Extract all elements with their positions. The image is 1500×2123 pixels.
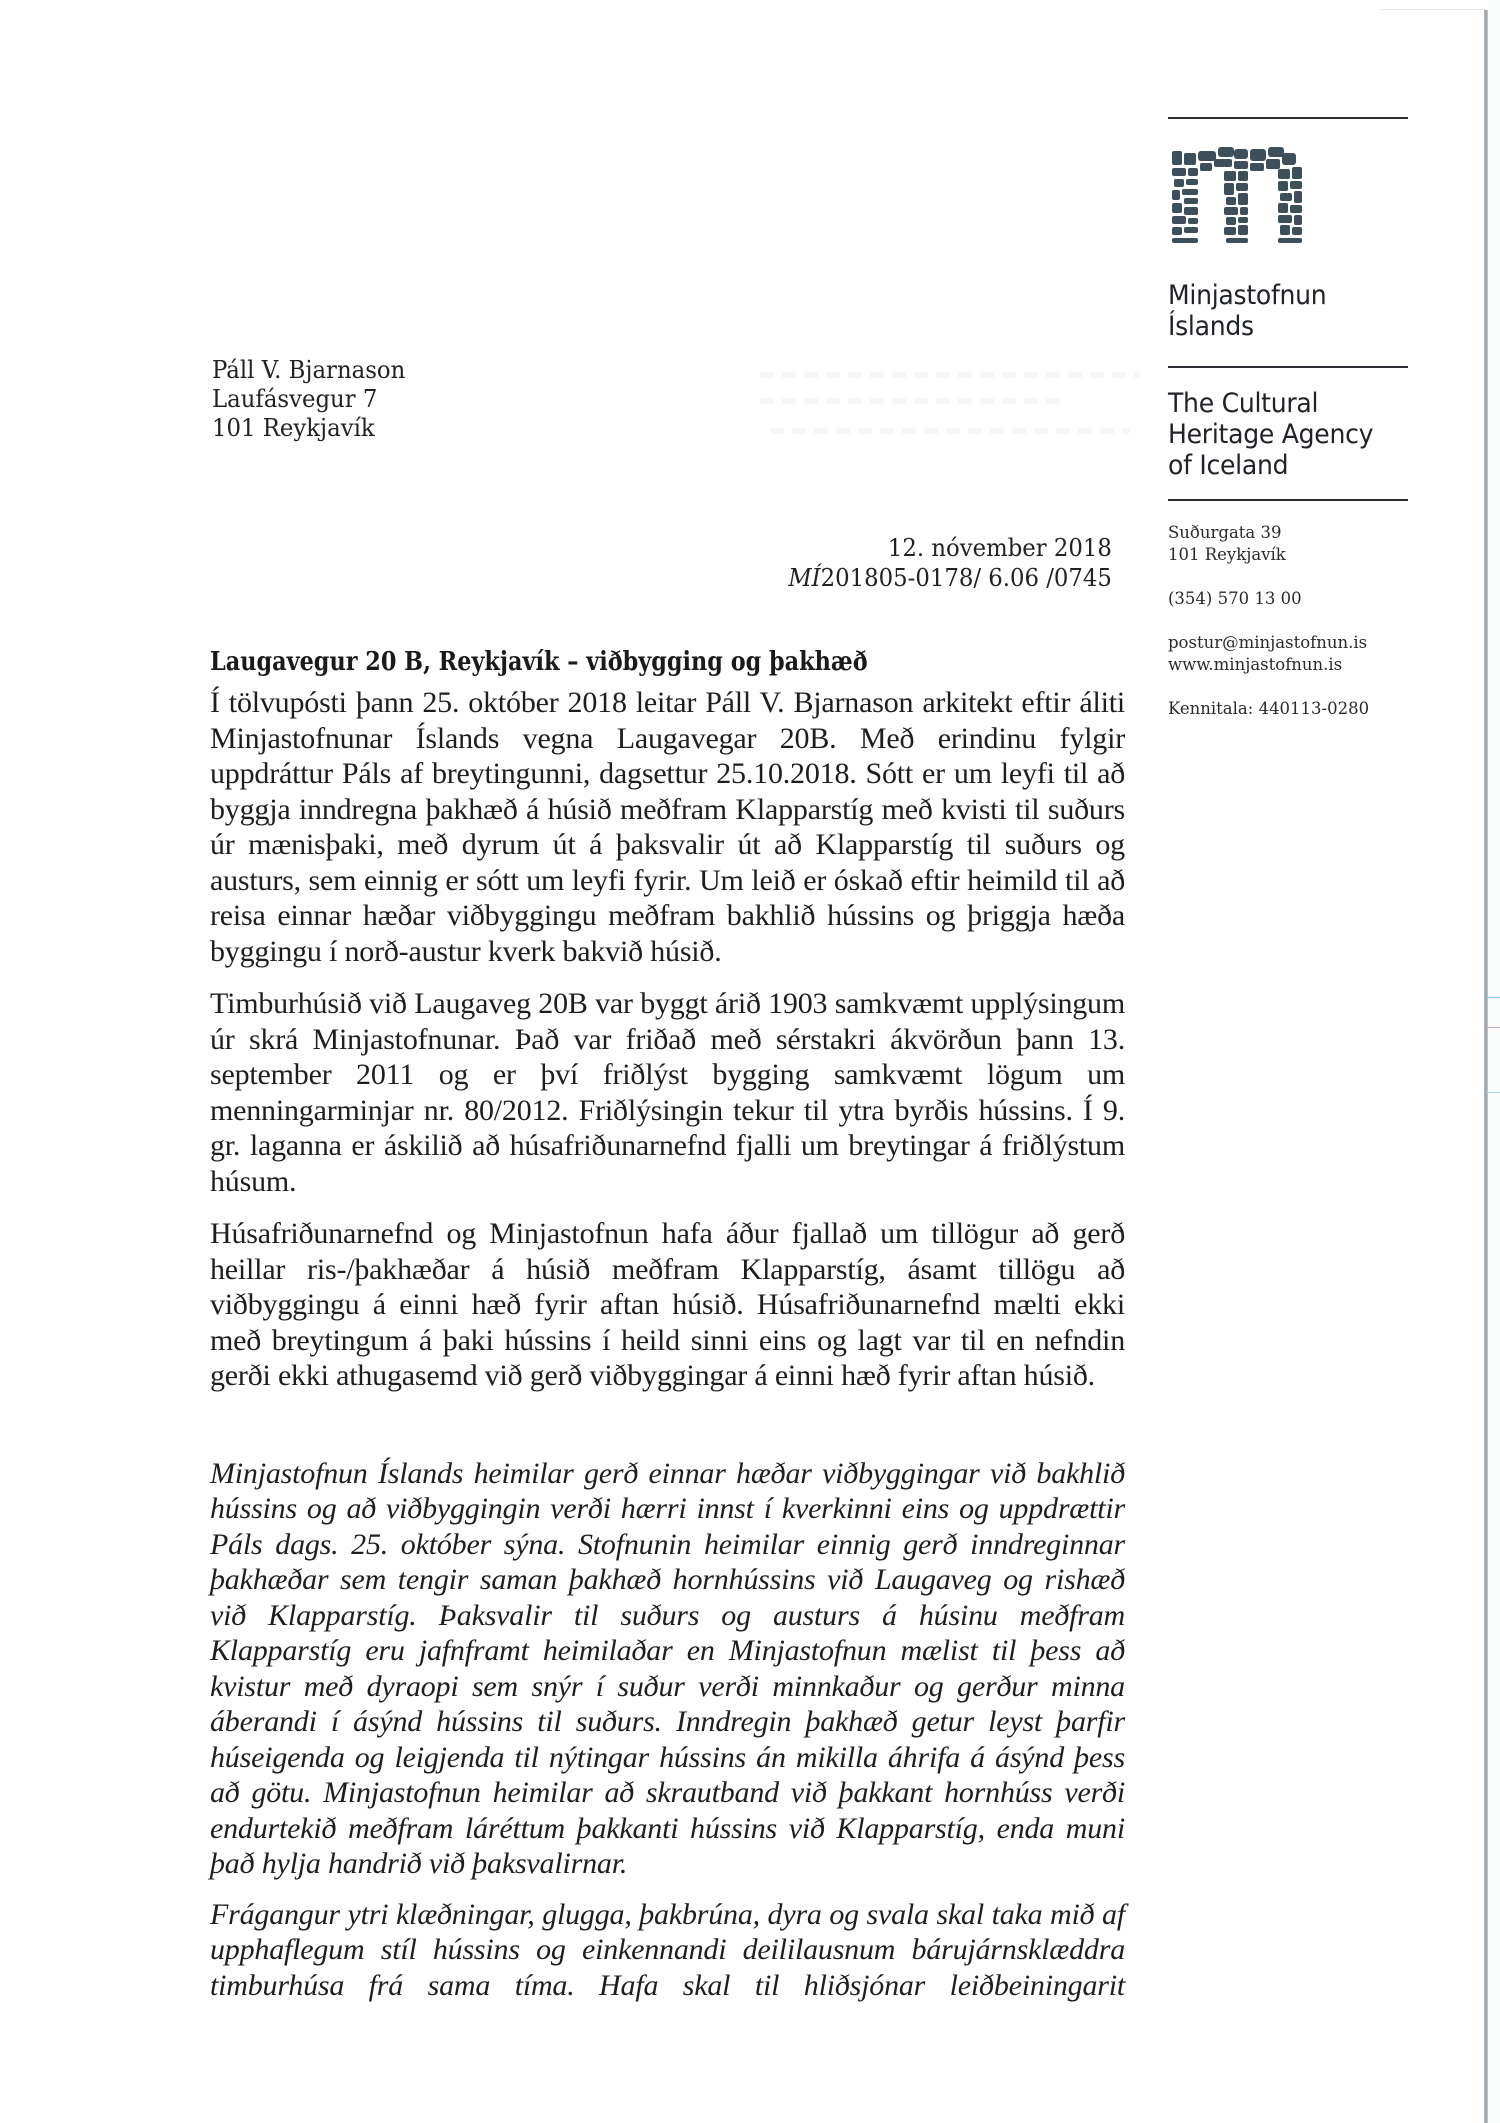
scan-edge-line bbox=[1484, 10, 1488, 2123]
letterhead-rule-bottom bbox=[1168, 499, 1408, 501]
agency-contact-block bbox=[1168, 522, 1369, 720]
reference-number bbox=[788, 563, 1112, 593]
body-paragraph: Timburhúsið við Laugaveg 20B var byggt árið 1903 samkvæmt upplýsingum úr skrá Minjastofnunar. Það var friðað með sérstakri ákvörðun þann 13. september 2011 og er því friðlýst bygging samkvæmt lögum um menningarminjar nr. 80/2012. Friðlýsingin tekur til ytra byrðis hússins. Í 9. gr. laganna er áskilið að húsafriðunarnefnd fjalli um breytingar á friðlýstum húsum. bbox=[210, 987, 1125, 1198]
scan-top-edge bbox=[1380, 9, 1486, 10]
agency-email-link[interactable]: postur@minjastofnun.is bbox=[1168, 633, 1368, 652]
agency-name-line: Minjastofnun bbox=[1168, 280, 1327, 311]
body-paragraph: Í tölvupósti þann 25. október 2018 leitar Páll V. Bjarnason arkitekt eftir áliti Minjastofnunar Íslands vegna Laugavegar 20B. Með erindinu fylgir uppdráttur Páls af breytingunni, dagsettur 25.10.2018. Sótt er um leyfi til að byggja inndregna þakhæð á húsið meðfram Klapparstíg með kvisti til suðurs úr mænisþaki, með dyrum út á þaksvalir út að Klapparstíg til suðurs og austurs, sem einnig er sótt um leyfi fyrir. Um leið er óskað eftir heimild til að reisa einnar hæðar viðbyggingu meðfram bakhlið hússins og þriggja hæða byggingu í norð-austur kverk bakvið húsið. bbox=[210, 686, 1125, 968]
letterhead-rule-top bbox=[1168, 117, 1408, 119]
decision-paragraph: Frágangur ytri klæðningar, glugga, þakbrúna, dyra og svala skal taka mið af upphaflegum stíl hússins og einkennandi deililausnum bárujárnsklæddra timburhúsa frá sama tíma. Hafa skal til hliðsjónar leiðbeiningarit bbox=[210, 1897, 1125, 2002]
agency-street: Suðurgata 39 bbox=[1168, 523, 1282, 542]
reference-rest: 201805-0178/ 6.06 /0745 bbox=[820, 563, 1112, 592]
letter-subject: Laugavegur 20 B, Reykjavík – viðbygging og þakhæð bbox=[210, 647, 868, 677]
decision-paragraph: Minjastofnun Íslands heimilar gerð einnar hæðar viðbyggingar við bakhlið hússins og að viðbyggingin verði hærri innst í kverkinni eins og uppdrættir Páls dags. 25. október sýna. Stofnunin heimilar einnig gerð inndreginnar þakhæðar sem tengir saman þakhæð hornhússins við Laugaveg og rishæð við Klapparstíg. Þaksvalir til suðurs og austurs á húsinu meðfram Klapparstíg eru jafnframt heimilaðar en Minjastofnun mælist til þess að kvistur með dyraopi sem snýr í suður verði minnkaður og gerður minna áberandi í ásýnd hússins til suðurs. Inndregin þakhæð getur leyst þarfir húseigenda og leigjenda til nýtingar hússins án mikilla áhrifa á ásýnd þess að götu. Minjastofnun heimilar að skrautband við þakkant hornhúss verði endurtekið meðfram láréttum þakkanti hússins við Klapparstíg, enda muni það hylja handrið við þaksvalirnar. bbox=[210, 1456, 1125, 1880]
agency-id-number: Kennitala: 440113-0280 bbox=[1168, 699, 1370, 718]
letter-body bbox=[210, 645, 1125, 2018]
agency-name-line: of Iceland bbox=[1168, 450, 1289, 481]
scan-tick bbox=[1486, 1092, 1500, 1093]
reference-prefix: MÍ bbox=[788, 563, 821, 592]
recipient-address bbox=[212, 355, 405, 442]
bleed-through-texture bbox=[770, 428, 1130, 434]
agency-website-link[interactable]: www.minjastofnun.is bbox=[1168, 655, 1343, 674]
agency-name-line: Íslands bbox=[1168, 311, 1254, 342]
agency-name-icelandic bbox=[1168, 280, 1326, 342]
stone-m-logo-icon bbox=[1170, 143, 1310, 253]
body-paragraph: Húsafriðunarnefnd og Minjastofnun hafa áður fjallað um tillögur að gerð heillar ris-/þakhæðar á húsið meðfram Klapparstíg, ásamt tillögu að viðbyggingu á einni hæð fyrir aftan húsið. Húsafriðunarnefnd mælti ekki með breytingum á þaki hússins í heild sinni eins og lagt var til en nefndin gerði ekki athugasemd við gerð viðbyggingar á einni hæð fyrir aftan húsið. bbox=[210, 1217, 1125, 1392]
bleed-through-texture bbox=[760, 398, 1060, 404]
letterhead-rule-middle bbox=[1168, 366, 1408, 368]
letter-date: 12. nóvember 2018 bbox=[887, 533, 1112, 562]
agency-phone: (354) 570 13 00 bbox=[1168, 589, 1302, 608]
recipient-city: 101 Reykjavík bbox=[212, 413, 375, 442]
scan-tick bbox=[1486, 1027, 1500, 1028]
agency-city: 101 Reykjavík bbox=[1168, 545, 1286, 564]
scan-margin bbox=[1488, 0, 1500, 2123]
agency-name-line: The Cultural bbox=[1168, 388, 1319, 419]
date-reference-block bbox=[788, 533, 1112, 593]
scan-tick bbox=[1486, 997, 1500, 998]
agency-name-line: Heritage Agency bbox=[1168, 419, 1374, 450]
recipient-name: Páll V. Bjarnason bbox=[212, 355, 406, 384]
agency-name-english bbox=[1168, 388, 1373, 481]
bleed-through-texture bbox=[760, 372, 1140, 378]
recipient-street: Laufásvegur 7 bbox=[212, 384, 378, 413]
